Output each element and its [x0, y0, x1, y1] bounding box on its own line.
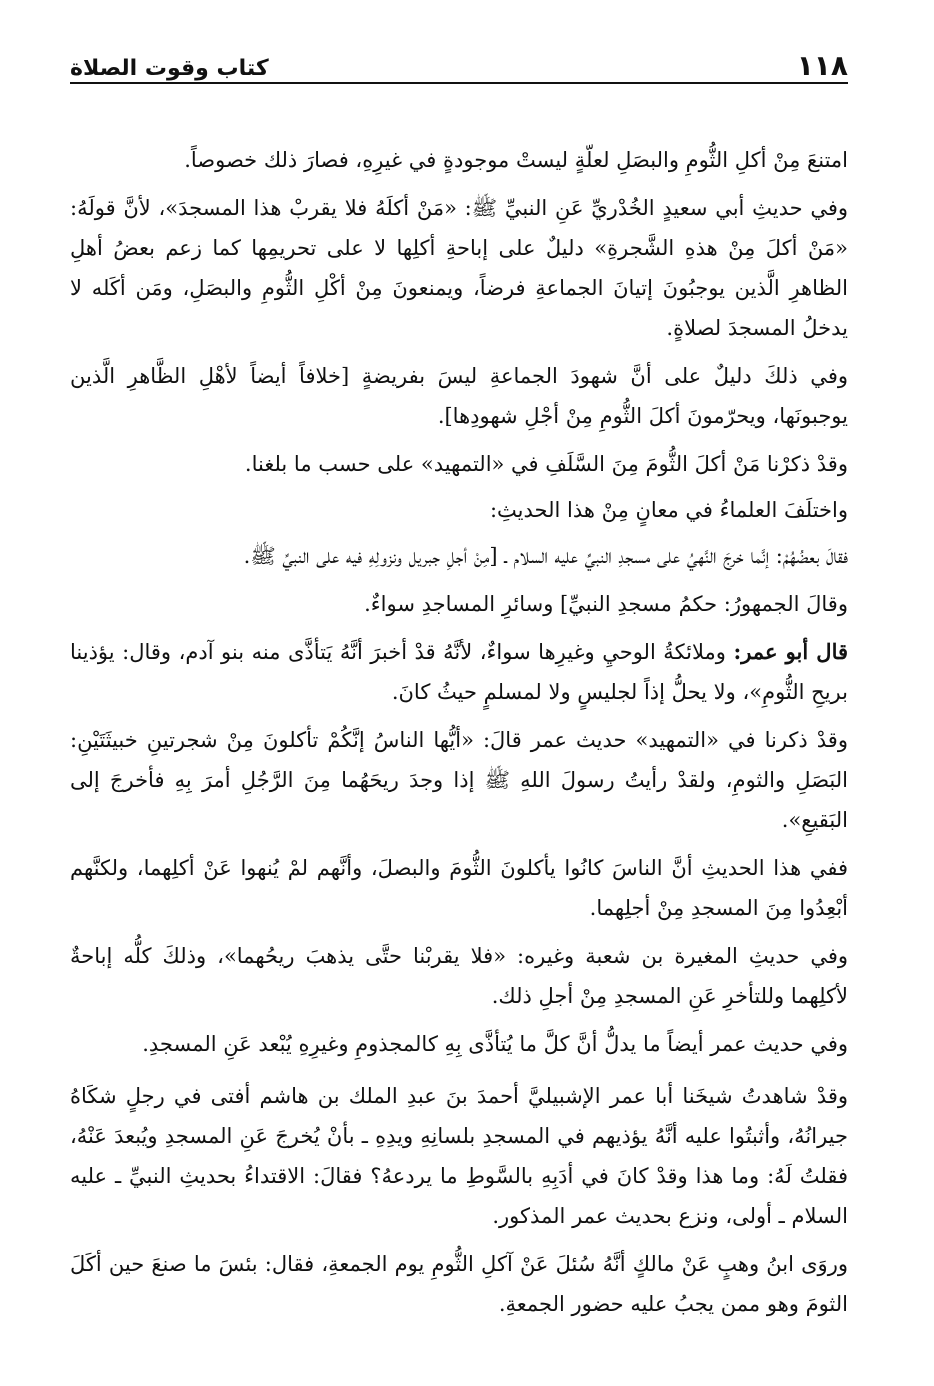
paragraph: فقالَ بعضُهُمْ: إنَّما خرجَ النَّهيُ على مسجدِ النبيِّ عليه السلام ـ [مِنْ أجلِ جبريل ونزولِهِ فيه على النبيِّ ﷺ.	[243, 544, 848, 568]
page-body	[70, 140, 848, 1324]
paragraph: وقالَ الجمهورُ: حكمُ مسجدِ النبيِّ] وسائرِ المساجدِ سواءٌ.	[364, 592, 848, 616]
paragraph: ففي هذا الحديثِ أنَّ الناسَ كانُوا يأكلونَ الثُّومَ والبصلَ، وأنَّهم لمْ يُنهوا عَنْ أكلِهما، ولكنَّهم أبْعِدُوا مِنَ المسجدِ مِنْ أجلِهما.	[70, 856, 848, 920]
paragraph: وفي حديث عمر أيضاً ما يدلُّ أنَّ كلَّ ما يُتأذَّى بِهِ كالمجذومِ وغيرِهِ يُبْعد عَنِ المسجدِ.	[142, 1032, 848, 1056]
paragraph: واختلَفَ العلماءُ في معانٍ مِنْ هذا الحديثِ:	[489, 498, 848, 522]
paragraph: وفي حديثِ المغيرة بن شعبة وغيره: «فلا يقربْنا حتَّى يذهبَ ريحُهما»، وذلكَ كلُّه إباحةٌ لأكلِهما وللتأخرِ عَنِ المسجدِ مِنْ أجلِ ذلك.	[70, 944, 848, 1008]
paragraph: وقدْ ذكرْنا مَنْ أكلَ الثُّومَ مِنَ السَّلَفِ في «التمهيد» على حسب ما بلغنا.	[244, 452, 848, 476]
paragraph: امتنعَ مِنْ أكلِ الثُّومِ والبصَلِ لعلّةٍ ليستْ موجودةٍ في غيرِهِ، فصارَ ذلك خصوصاً.	[184, 148, 848, 172]
speaker-label: قال أبو عمر:	[733, 639, 849, 664]
paragraph-text: وملائكةُ الوحيِ وغيرِها سواءٌ، لأنَّهُ قدْ أخبرَ أنَّهُ يَتأذَّى منه بنو آدم، وقال: يؤذينا بريحِ الثُّومِ»، ولا يحلُّ إذاً لجليسٍ ولا لمسلمٍ حيثُ كانَ.	[70, 640, 848, 704]
paragraph: وقدْ شاهدتُ شيخَنا أبا عمر الإشبيليَّ أحمدَ بنَ عبدِ الملك بن هاشم أفتى في رجلٍ شكَاهُ جيرانُهُ، وأثبتُوا عليه أنَّهُ يؤذيهم في المسجدِ بلسانِهِ ويدِهِ ـ بأنْ يُخرجَ عَنِ المسجدِ ويُبعدَ عَنْهُ، فقلتُ لَهُ: وما هذا وقدْ كانَ في أدَبِهِ بالسَّوطِ ما يردعهُ؟ فقالَ: الاقتداءُ بحديثِ النبيِّ ـ عليه السلام ـ أولى، ونزع بحديث عمر المذكور.	[70, 1084, 848, 1228]
book-page	[70, 30, 848, 1366]
paragraph: وروَى ابنُ وهبٍ عَنْ مالكٍ أنَّهُ سُئلَ عَنْ آكلِ الثُّومِ يوم الجمعةِ، فقال: بئسَ ما صنعَ حين أكَلَ الثومَ وهو ممن يجبُ عليه حضور الجمعةِ.	[70, 1252, 848, 1316]
running-title: كتاب وقوت الصلاة	[70, 56, 269, 81]
paragraph	[70, 632, 848, 712]
paragraph: وفي ذلكَ دليلٌ على أنَّ شهودَ الجماعةِ ليسَ بفريضةٍ [خلافاً أيضاً لأهْلِ الظَّاهرِ الَّذين يوجبونَها، ويحرّمونَ أكلَ الثُّومِ مِنْ أجْلِ شهودِها].	[70, 364, 848, 428]
page-header	[70, 30, 848, 84]
page-number: ١١٨	[796, 49, 848, 82]
paragraph: وقدْ ذكرنا في «التمهيد» حديث عمر قالَ: «أيُّها الناسُ إنَّكُمْ تأكلونَ مِنْ شجرتينِ خبيثَتَيْنِ: البَصَلِ والثومِ، ولقدْ رأيتُ رسولَ اللهِ ﷺ إذا وجدَ ريحَهُما مِنَ الرَّجُلِ أمرَ بِهِ فأخرجَ إلى البَقيعِ».	[70, 728, 848, 832]
paragraph: وفي حديثِ أبي سعيدٍ الخُدْريِّ عَنِ النبيِّ ﷺ: «مَنْ أكلَهُ فلا يقربْ هذا المسجدَ»، لأنَّ قولَهُ: «مَنْ أكلَ مِنْ هذهِ الشَّجرةِ» دليلٌ على إباحةِ أكلِها لا على تحريمِها كما زعم بعضُ أهلِ الظاهرِ الَّذين يوجبُونَ إتيانَ الجماعةِ فرضاً، ويمنعونَ مِنْ أكْلِ الثُّومِ والبصَلِ، ومَن أكَله لا يدخلُ المسجدَ لصلاةٍ.	[70, 196, 848, 340]
